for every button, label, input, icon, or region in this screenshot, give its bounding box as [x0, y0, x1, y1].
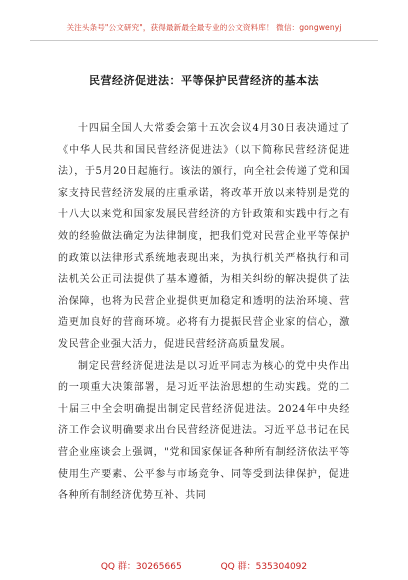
footer [0, 559, 408, 572]
footer-qq-group-2: QQ 群：535304092 [220, 562, 308, 572]
header-note: 关注头条号"公文研究"，获得最新最全最专业的公文资料库！ 微信：gongwenyj [66, 23, 342, 32]
footer-qq-group-1: QQ 群：30265665 [100, 562, 182, 572]
paragraph: 制定民营经济促进法是以习近平同志为核心的党中央作出的一项重大决策部署，是习近平法治思想的生动实践。党的二十届三中全会明确提出制定民营经济促进法。2024年中央经济工作会议明确要求出台民营经济促进法。习近平总书记在民营企业座谈会上强调，"党和国家保证各种所有制经济依法平等使用生产要素、公平参与市场竞争、同等受到法律保护，促进各种所有制经济优势互补、共同 [58, 360, 350, 502]
paragraph: 十四届全国人大常委会第十五次会议4月30日表决通过了《中华人民共和国民营经济促进法》（以下简称民营经济促进法），于5月20日起施行。该法的颁行，向全社会传递了党和国家支持民营经济发展的庄重承诺，将改革开放以来特别是党的十八大以来党和国家发展民营经济的方针政策和实践中行之有效的经验做法确定为法律制度，把我们党对民营企业平等保护的政策以法律形式系统地表现出来，为执行机关严格执行和司法机关公正司法提供了基本遵循，为相关纠纷的解决提供了法治保障，也将为民营企业提供更加稳定和透明的法治环境、营造更加良好的营商环境。必将有力提振民营企业家的信心，激发民营企业强大活力，促进民营经济高质量发展。 [58, 123, 350, 350]
document-body [58, 118, 350, 507]
header-divider [30, 40, 378, 41]
document-title: 民营经济促进法：平等保护民营经济的基本法 [89, 74, 319, 87]
